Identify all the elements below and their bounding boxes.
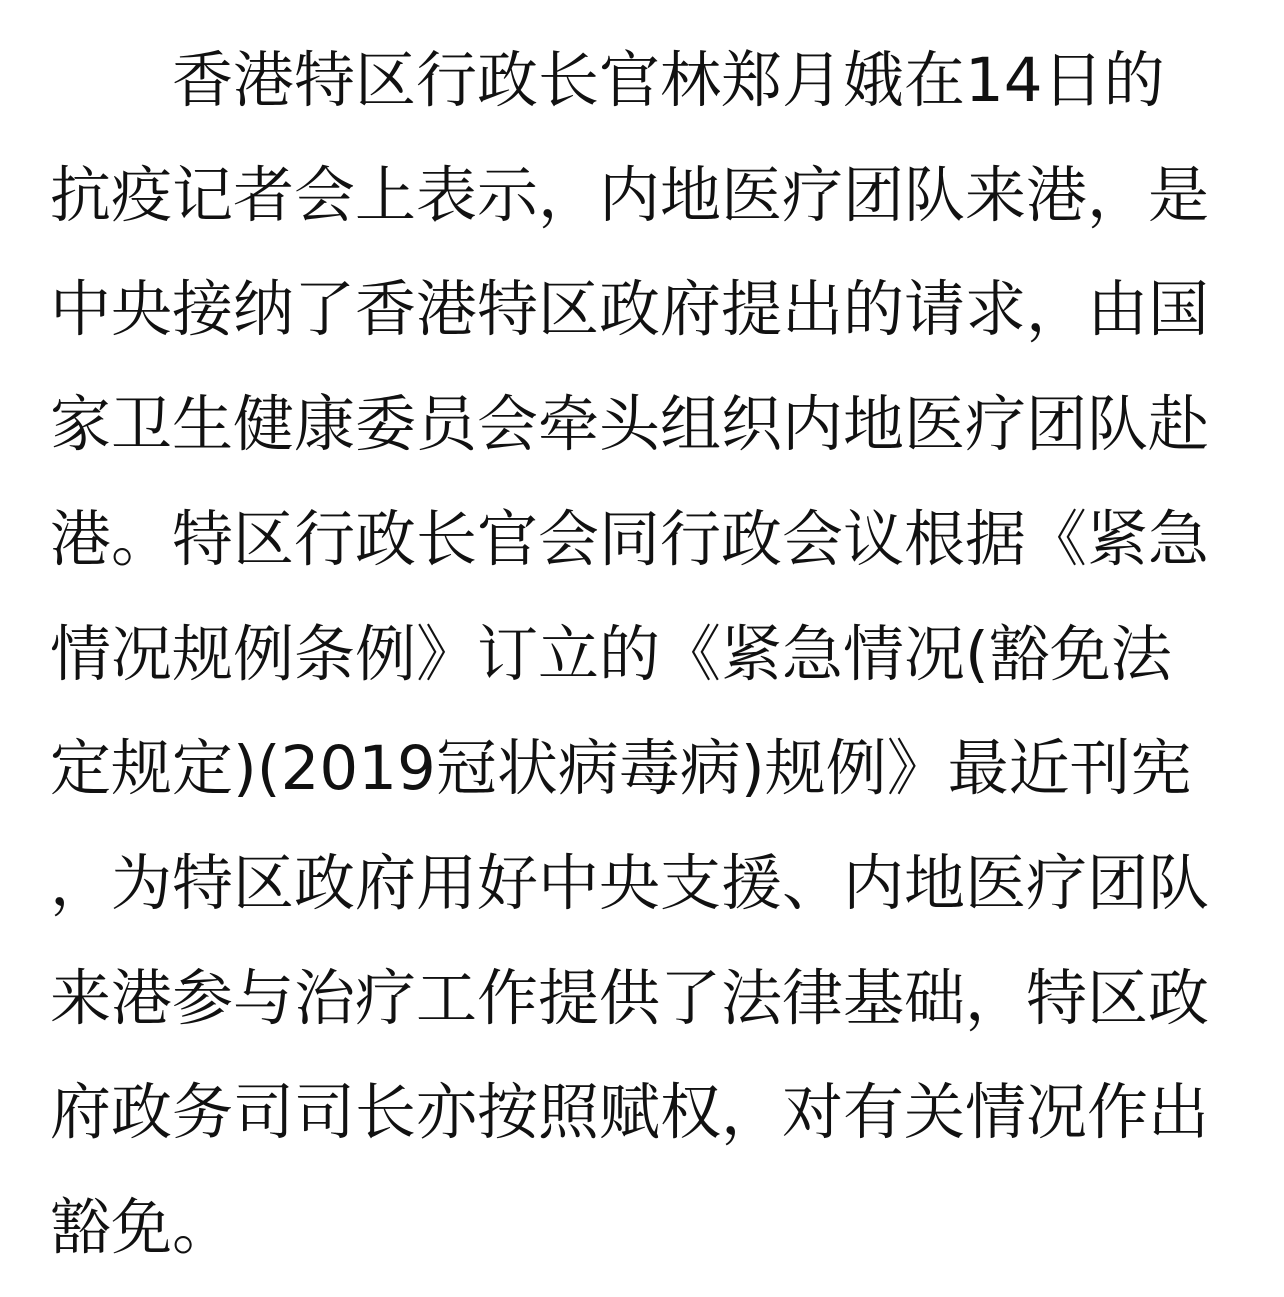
article bbox=[50, 24, 1210, 1286]
article-paragraph: 香港特区行政长官林郑月娥在14日的抗疫记者会上表示，内地医疗团队来港，是中央接纳了香港特区政府提出的请求，由国家卫生健康委员会牵头组织内地医疗团队赴港。特区行政长官会同行政会议根据《紧急情况规例条例》订立的《紧急情况(豁免法定规定)(2019冠状病毒病)规例》最近刊宪，为特区政府用好中央支援、内地医疗团队来港参与治疗工作提供了法律基础，特区政府政务司司长亦按照赋权，对有关情况作出豁免。 bbox=[50, 45, 1210, 1264]
